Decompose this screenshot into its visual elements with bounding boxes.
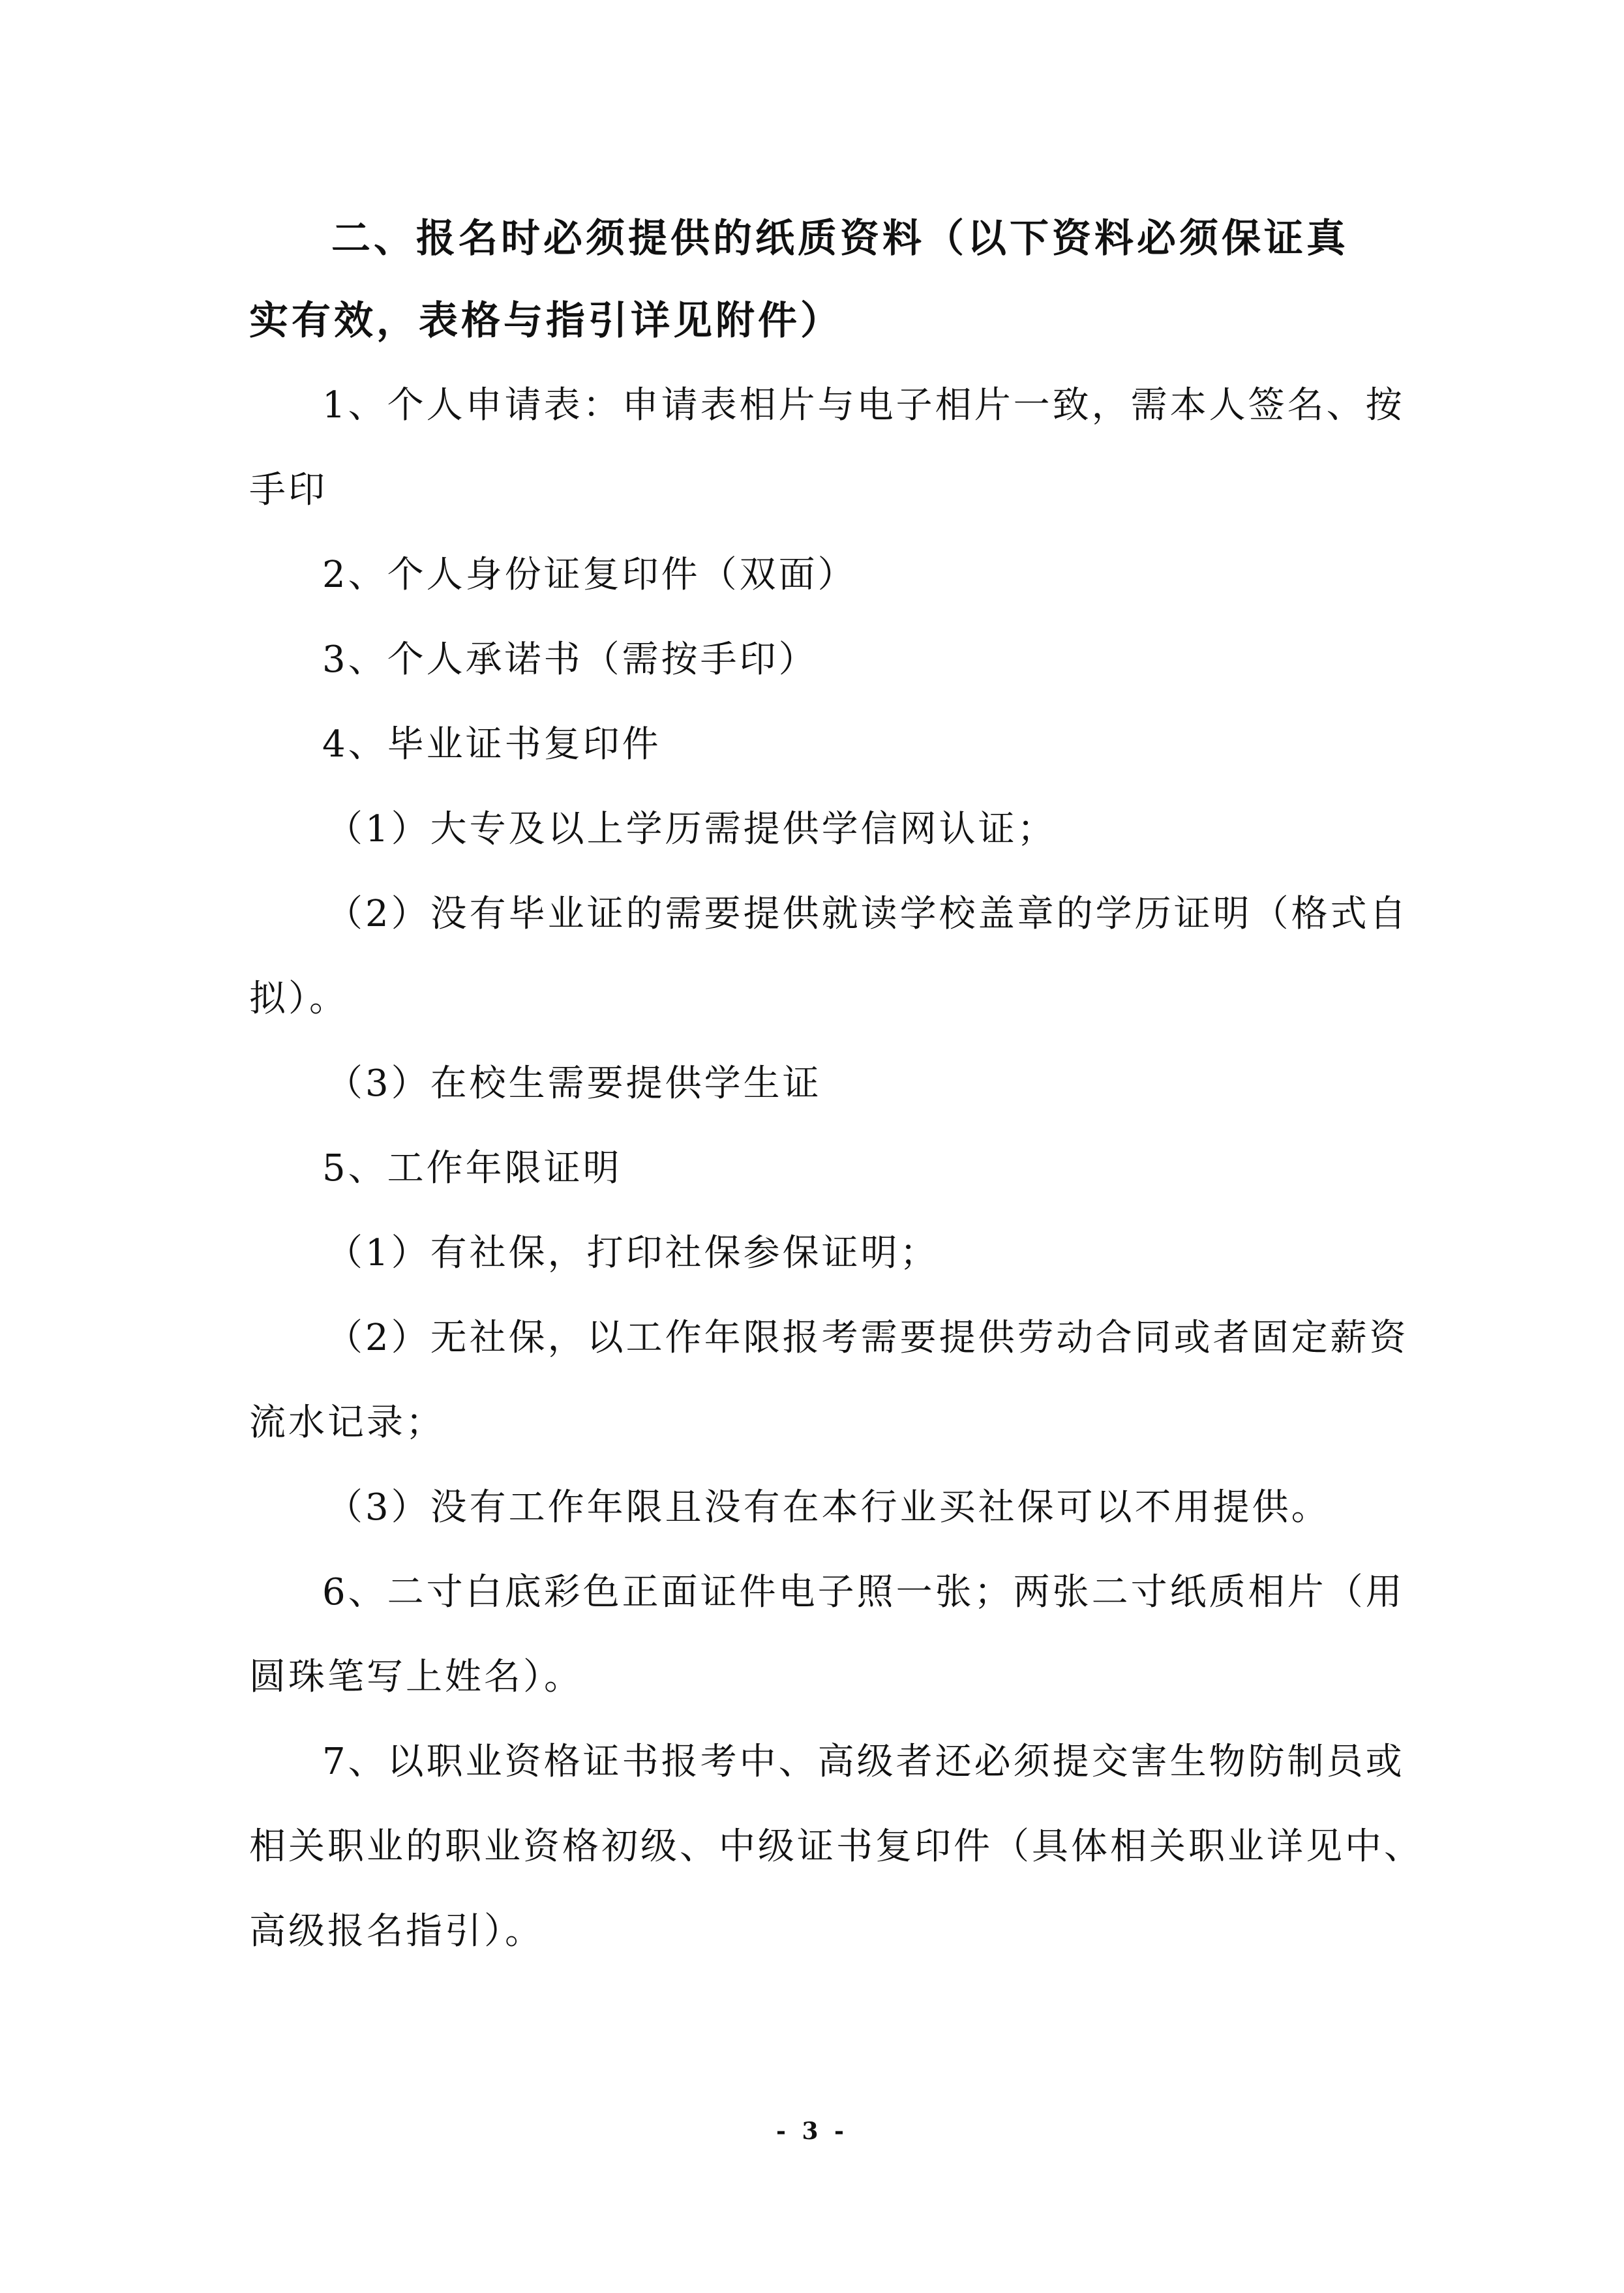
item-5-sub-2-line-1: （2）无社保，以工作年限报考需要提供劳动合同或者固定薪资 — [326, 1317, 1409, 1359]
item-1-line-1: 1、个人申请表：申请表相片与电子相片一致，需本人签名、按 — [322, 384, 1405, 427]
item-4-title: 4、毕业证书复印件 — [322, 723, 661, 766]
page-number: - 3 - — [776, 2118, 848, 2145]
item-2: 2、个人身份证复印件（双面） — [322, 554, 857, 596]
item-4-sub-1: （1）大专及以上学历需提供学信网认证； — [326, 808, 1057, 850]
item-4-sub-2-line-1: （2）没有毕业证的需要提供就读学校盖章的学历证明（格式自 — [326, 893, 1409, 935]
item-6-line-2: 圆珠笔写上姓名）。 — [249, 1656, 583, 1698]
item-5-sub-3: （3）没有工作年限且没有在本行业买社保可以不用提供。 — [326, 1486, 1331, 1529]
item-5-sub-1: （1）有社保，打印社保参保证明； — [326, 1232, 939, 1274]
item-1-line-2: 手印 — [249, 469, 327, 511]
section-heading-line-1: 二、报名时必须提供的纸质资料（以下资料必须保证真 — [331, 216, 1349, 262]
item-7-line-2: 相关职业的职业资格初级、中级证书复印件（具体相关职业详见中、 — [249, 1825, 1423, 1868]
section-heading-line-2: 实有效，表格与指引详见附件） — [249, 298, 843, 344]
item-5-sub-2-line-2: 流水记录； — [249, 1401, 445, 1444]
item-7-line-1: 7、以职业资格证书报考中、高级者还必须提交害生物防制员或 — [322, 1741, 1405, 1783]
item-7-line-3: 高级报名指引）。 — [249, 1910, 544, 1953]
item-3: 3、个人承诺书（需按手印） — [322, 638, 818, 681]
item-5-title: 5、工作年限证明 — [322, 1147, 622, 1190]
item-4-sub-2-line-2: 拟）。 — [249, 978, 348, 1020]
item-6-line-1: 6、二寸白底彩色正面证件电子照一张；两张二寸纸质相片（用 — [322, 1571, 1405, 1613]
item-4-sub-3: （3）在校生需要提供学生证 — [326, 1062, 822, 1105]
